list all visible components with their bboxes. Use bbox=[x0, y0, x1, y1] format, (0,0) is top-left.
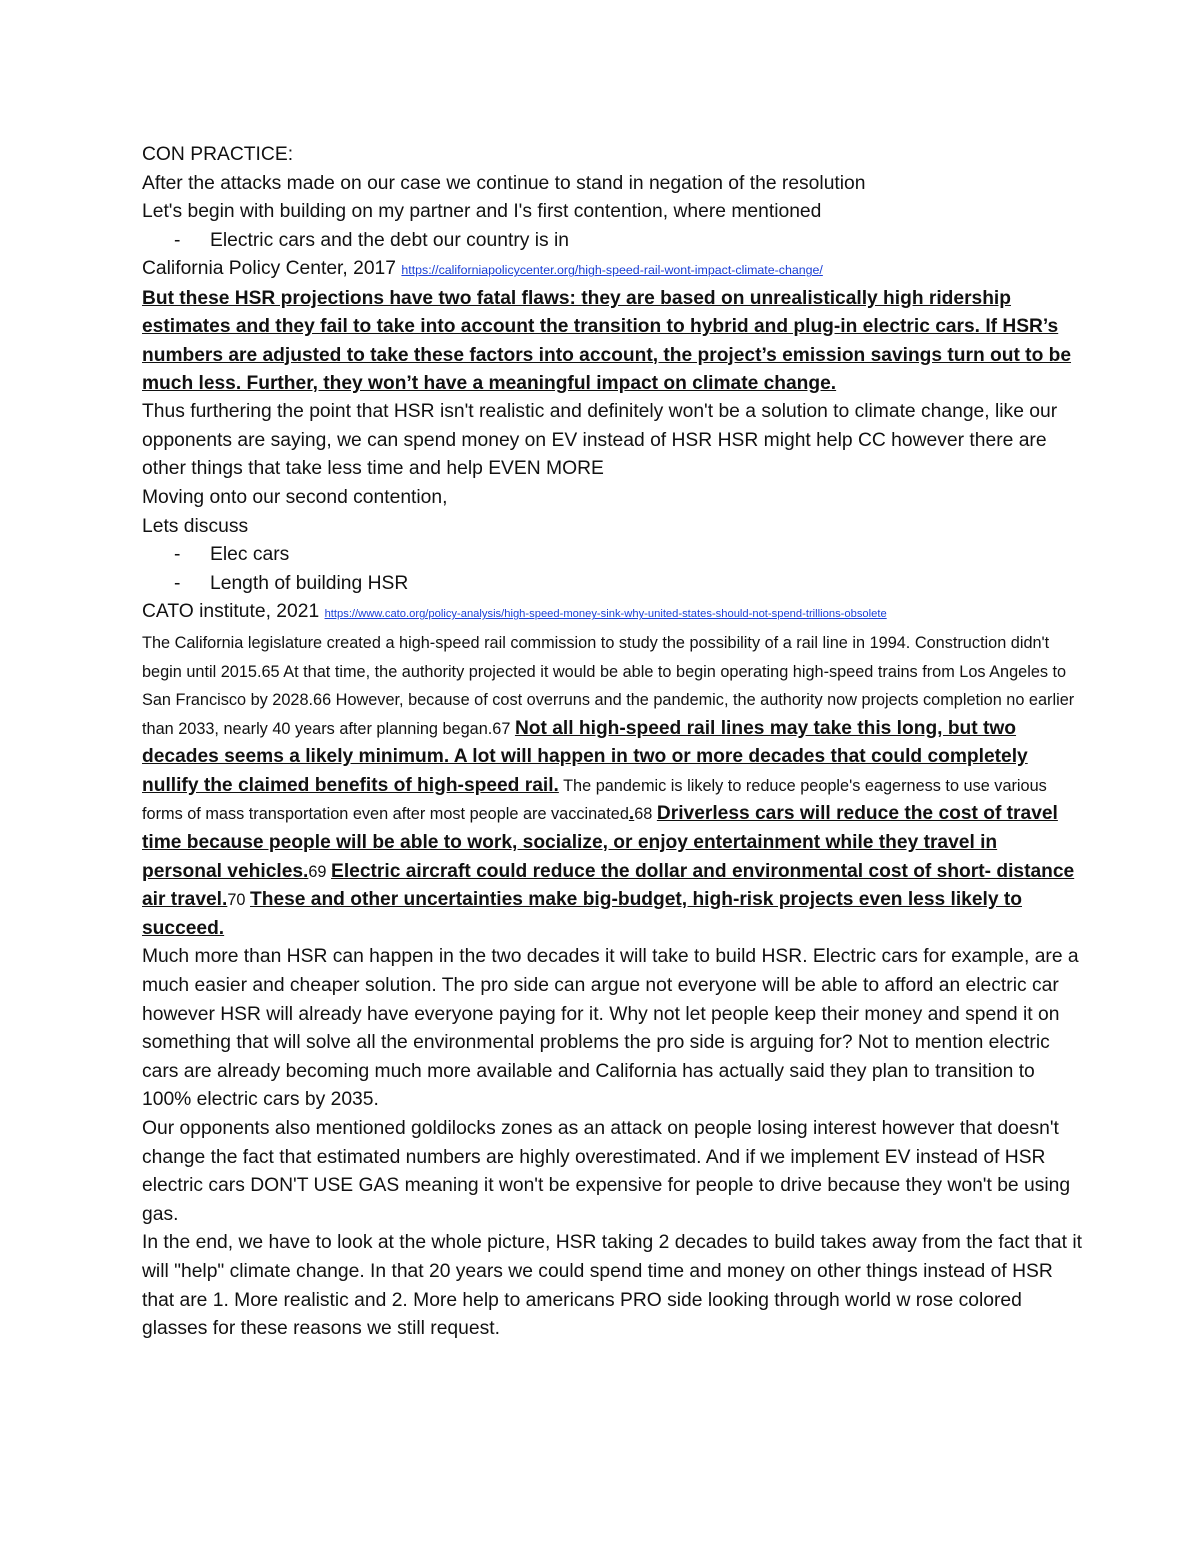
analysis-paragraph-3: Our opponents also mentioned goldilocks zones as an attack on people losing interest however that doesn't change the fact that estimated numbers are highly overestimated. And if we implement EV instead of HSR electric cars DON'T USE GAS meaning it won't be expensive for people to drive because they won't be using gas. bbox=[142, 1118, 1071, 1225]
intro-line-2: Let's begin with building on my partner and I's first contention, where mentioned bbox=[142, 201, 822, 223]
card-plain-text: 69 bbox=[308, 862, 327, 881]
bullet-marker: - bbox=[174, 572, 181, 594]
source-link[interactable]: https://californiapolicycenter.org/high-speed-rail-wont-impact-climate-change/ bbox=[401, 263, 823, 278]
card-highlight: . bbox=[628, 803, 635, 825]
document-page bbox=[142, 141, 1082, 1344]
evidence-card-2 bbox=[142, 629, 1082, 944]
card-plain-text: 68 bbox=[634, 805, 653, 824]
lets-discuss-line: Lets discuss bbox=[142, 515, 249, 537]
document-heading: CON PRACTICE: bbox=[142, 144, 294, 165]
source-citation: California Policy Center, 2017 bbox=[142, 258, 397, 280]
intro-line-1: After the attacks made on our case we continue to stand in negation of the resolution bbox=[142, 172, 866, 194]
card-highlight: Driverless cars will reduce the cost of travel time because people will be able to work, socialize, or enjoy entertainment while they travel in personal vehicles. bbox=[142, 803, 1058, 882]
card-highlight: Not all high-speed rail lines may take this long, but two decades seems a likely minimum. A lot will happen in two or more decades that could completely nullify the claimed benefits of high-speed rail. bbox=[142, 717, 1028, 796]
card-highlight: Electric aircraft could reduce the dollar and environmental cost of short- distance air travel. bbox=[142, 860, 1075, 911]
bullet-marker: - bbox=[174, 229, 181, 251]
source-citation: CATO institute, 2021 bbox=[142, 601, 320, 623]
conclusion-paragraph: In the end, we have to look at the whole picture, HSR taking 2 decades to build takes away from the fact that it will "help" climate change. In that 20 years we could spend time and money on other things instead of HSR that are 1. More realistic and 2. More help to americans PRO side looking through world w rose colored glasses for these reasons we still request. bbox=[142, 1232, 1082, 1340]
bullet-text: Length of building HSR bbox=[210, 572, 409, 594]
card-plain-text: The pandemic is likely to reduce people's eagerness to use various forms of mass transportation even after most people are vaccinated bbox=[142, 776, 1047, 824]
card-highlight: These and other uncertainties make big-budget, high-risk projects even less likely to succeed. bbox=[142, 889, 1022, 939]
analysis-paragraph-2: Much more than HSR can happen in the two decades it will take to build HSR. Electric cars for example, are a much easier and cheaper solution. The pro side can argue not everyone will be able to afford an electric car however HSR will already have everyone paying for it. Why not let people keep their money and spend it on something that will solve all the environmental problems the pro side is arguing for? Not to mention electric cars are already becoming much more available and California has actually said they plan to transition to 100% electric cars by 2035. bbox=[142, 946, 1079, 1111]
evidence-card-1: But these HSR projections have two fatal flaws: they are based on unrealistically high ridership estimates and they fail to take into account the transition to hybrid and plug-in electric cars. If HSR’s numbers are adjusted to take these factors into account, the project’s emission savings turn out to be much less. Further, they won’t have a meaningful impact on climate change. bbox=[142, 287, 1072, 394]
bullet-marker: - bbox=[174, 544, 181, 566]
bullet-item-debt bbox=[142, 227, 1082, 256]
card-plain-text: The California legislature created a high-speed rail commission to study the possibility of a rail line in 1994. Construction didn't begin until 2015.65 At that time, the authority projected it would be able to begin operating high-speed trains from Los Angeles to San Francisco by 2028.66 However, because of cost overruns and the pandemic, the authority now projects completion no earlier than 2033, nearly 40 years after planning began.67 bbox=[142, 633, 1075, 738]
bullet-text: Electric cars and the debt our country is in bbox=[210, 229, 570, 251]
bullet-item-elec-cars bbox=[142, 541, 1082, 570]
source-link[interactable]: https://www.cato.org/policy-analysis/high-speed-money-sink-why-united-states-should-not-spend-trillions-obsolete bbox=[324, 608, 887, 621]
source-line-1 bbox=[142, 255, 1082, 285]
source-line-2 bbox=[142, 598, 1082, 629]
bullet-text: Elec cars bbox=[210, 544, 290, 566]
transition-line: Moving onto our second contention, bbox=[142, 486, 448, 508]
card-plain-text: 70 bbox=[227, 891, 246, 910]
analysis-paragraph-1: Thus furthering the point that HSR isn't realistic and definitely won't be a solution to climate change, like our opponents are saying, we can spend money on EV instead of HSR HSR might help CC however there are other things that take less time and help EVEN MORE bbox=[142, 401, 1058, 480]
bullet-item-length bbox=[142, 570, 1082, 599]
